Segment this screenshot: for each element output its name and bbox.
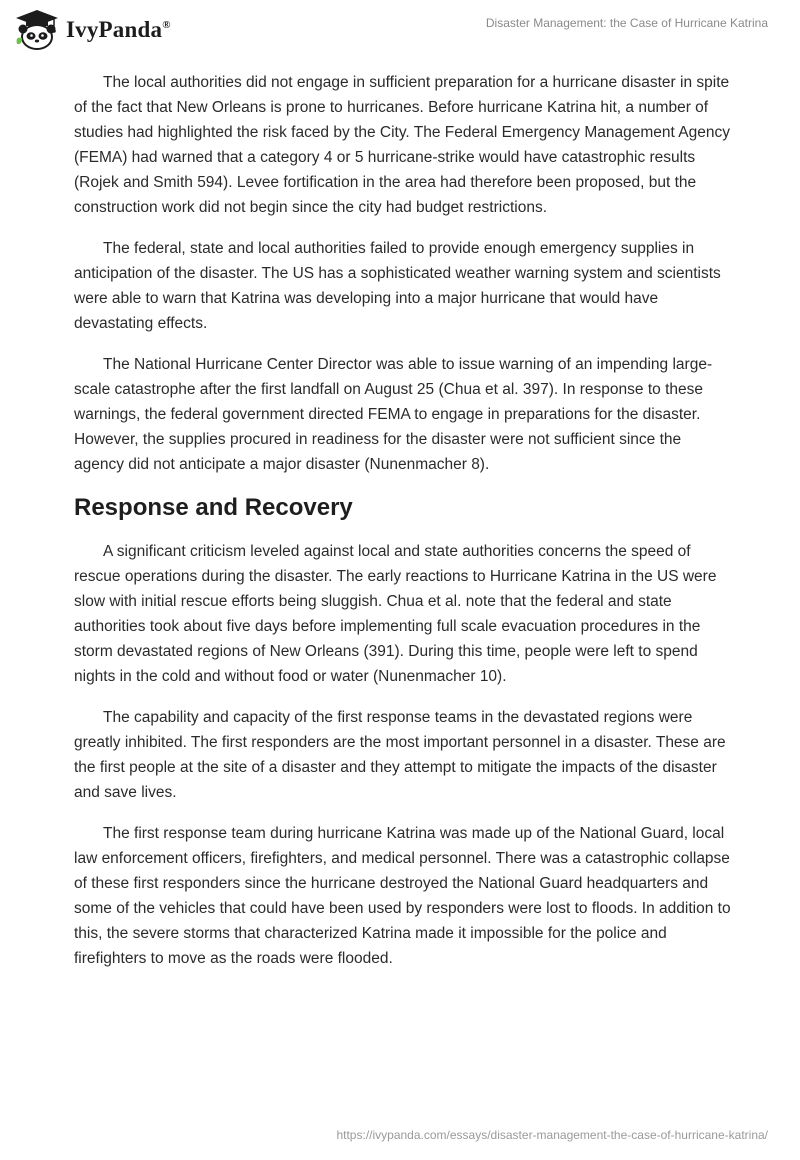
logo[interactable] <box>14 8 171 52</box>
paragraph: A significant criticism leveled against local and state authorities concerns the speed of rescue operations during the disaster. The early reactions to Hurricane Katrina in the US were slow with initial rescue efforts being sluggish. Chua et al. note that the federal and state authorities took about five days before implementing full scale evacuation procedures in the storm devastated regions of New Orleans (391). During this time, people were left to spend nights in the cold and without food or water (Nunenmacher 10). <box>74 543 717 685</box>
registered-mark: ® <box>162 19 171 31</box>
brand-name: IvyPanda® <box>66 17 171 42</box>
source-url[interactable]: https://ivypanda.com/essays/disaster-management-the-case-of-hurricane-katrina/ <box>336 1128 768 1142</box>
paragraph: The National Hurricane Center Director was able to issue warning of an impending large-scale catastrophe after the first landfall on August 25 (Chua et al. 397). In response to these warnings, the federal government directed FEMA to engage in preparations for the disaster. However, the supplies procured in readiness for the disaster were not sufficient since the agency did not anticipate a major disaster (Nunenmacher 8). <box>74 356 713 473</box>
paragraph: The local authorities did not engage in sufficient preparation for a hurricane disaster in spite of the fact that New Orleans is prone to hurricanes. Before hurricane Katrina hit, a number of studies had highlighted the risk faced by the City. The Federal Emergency Management Agency (FEMA) had warned that a category 4 or 5 hurricane-strike would have catastrophic results (Rojek and Smith 594). Levee fortification in the area had therefore been proposed, but the construction work did not begin since the city had budget restrictions. <box>74 74 730 216</box>
section-heading: Response and Recovery <box>74 494 353 521</box>
paragraph: The federal, state and local authorities failed to provide enough emergency supplies in anticipation of the disaster. The US has a sophisticated weather warning system and scientists were able to warn that Katrina was developing into a major hurricane that would have devastating effects. <box>74 240 721 332</box>
paragraph: The capability and capacity of the first response teams in the devastated regions were greatly inhibited. The first responders are the most important personnel in a disaster. These are the first people at the site of a disaster and they attempt to mitigate the impacts of the disaster and save lives. <box>74 709 726 801</box>
page-header <box>0 0 800 60</box>
paragraph: The first response team during hurricane Katrina was made up of the National Guard, local law enforcement officers, firefighters, and medical personnel. There was a catastrophic collapse of these first responders since the hurricane destroyed the National Guard headquarters and some of the vehicles that could have been used by responders were lost to floods. In addition to this, the severe storms that characterized Katrina made it impossible for the police and firefighters to move as the roads were flooded. <box>74 825 731 967</box>
article-body <box>74 70 734 987</box>
document-title: Disaster Management: the Case of Hurricane Katrina <box>485 16 768 30</box>
panda-graduate-icon <box>14 8 60 52</box>
